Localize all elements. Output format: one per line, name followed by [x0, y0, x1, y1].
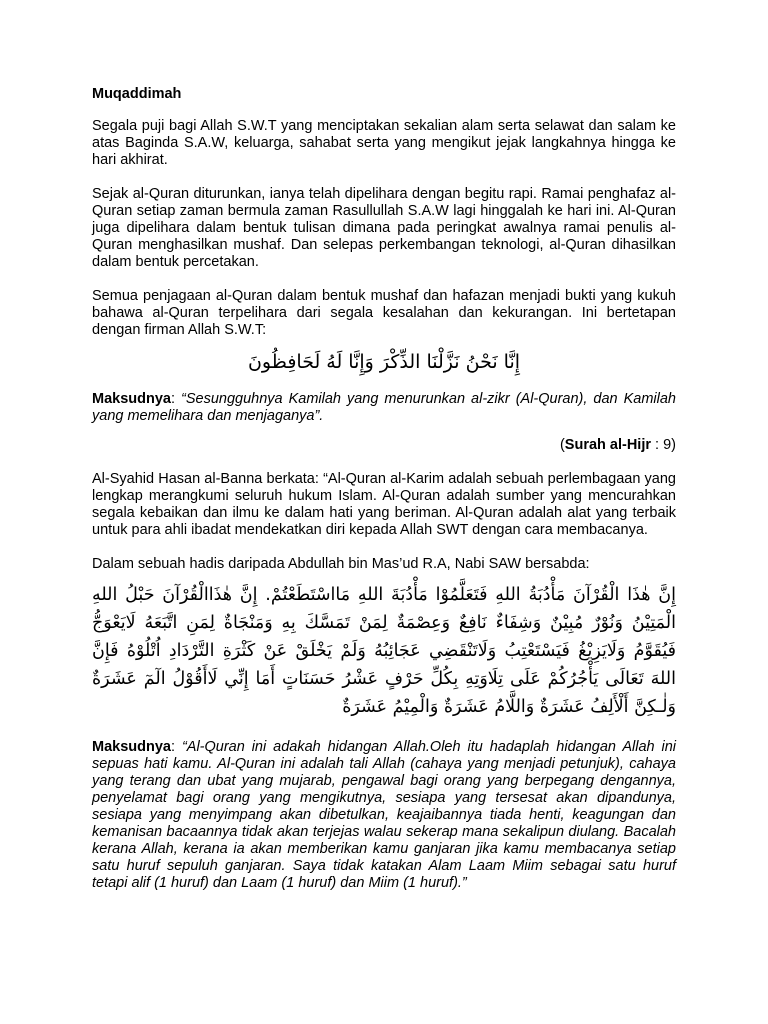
meaning-hadith — [92, 739, 676, 892]
meaning-hadith-colon: : — [170, 739, 182, 755]
meaning-label: Maksudnya — [92, 391, 171, 407]
meaning-hadith-label: Maksudnya — [92, 739, 171, 755]
reference-rest: : 9) — [651, 437, 676, 453]
meaning-text: “Sesungguhnya Kamilah yang menurunkan al-zikr (Al-Quran), dan Kamilah yang memelihara dan menjaganya”. — [92, 391, 676, 424]
paragraph-evidence: Semua penjagaan al-Quran dalam bentuk mushaf dan hafazan menjadi bukti yang kukuh bahawa al-Quran terpelihara dari segala kesalahan dan kekurangan. Ini bertetapan dengan firman Allah S.W.T: — [92, 288, 676, 338]
reference-open: ( — [559, 437, 565, 453]
surah-reference — [92, 437, 676, 453]
paragraph-hasan-al-banna: Al-Syahid Hasan al-Banna berkata: “Al-Quran al-Karim adalah sebuah perlembagaan yang lengkap merangkumi seluruh hukum Islam. Al-Quran adalah sumber yang mencurahkan segala kebaikan dan ilmu ke dalam hati yang beriman. Al-Quran adalah alat yang terbaik untuk para ahli ibadat mendekatkan diri kepada Allah SWT dengan cara membacanya. — [92, 471, 676, 538]
quran-verse: إِنَّا نَحْنُ نَزَّلْنَا الذِّكْرَ وَإِنَّا لَهُ لَحَافِظُونَ — [247, 351, 521, 373]
meaning-colon: : — [170, 391, 182, 407]
hadith-text: إِنَّ هٰذَا الْقُرْآنَ مَأْدُبَةُ اللهِ فَتَعَلَّمُوْا مَأْدُبَةَ اللهِ مَااسْتَطَعْتُمْ. إِنَّ هٰذَاالْقُرْآنَ حَبْلُ اللهِ الْمَتِيْنُ وَنُوْرٌ مُبِيْنٌ وَشِفَاءٌ نَافِعٌ وَعِصْمَةٌ لِمَنْ تَمَسَّكَ بِهِ وَمَنْجَاةٌ لِمَنِ اتَّبَعَهُ لَايَعْوَجُّ فَيُقَوَّمُ وَلَايَزِيْغُ فَيَسْتَعْتِبُ وَلَاتَنْقَضِي عَجَائِبُهُ وَلَمْ يَخْلَقْ عَنْ كَثْرَةِ التَّرْدَادِ اُتْلُوْهُ فَإِنَّ اللهَ تَعَالَى يَأْجُرُكُمْ عَلَى تِلَاوَتِهِ بِكُلِّ حَرْفٍ عَشْرُ حَسَنَاتٍ أَمَا إِنِّي لَاأَقُوْلُ الٓمٓ عَشَرَةٌ وَلٰـكِنَّ أَلْأَلِفُ عَشَرَةٌ وَاللَّامُ عَشَرَةٌ وَالْمِيْمُ عَشَرَةٌ — [92, 585, 676, 717]
paragraph-preservation: Sejak al-Quran diturunkan, ianya telah dipelihara dengan begitu rapi. Ramai penghafaz al-Quran setiap zaman bermula zaman Rasullullah S.A.W lagi hinggalah ke hari ini. Al-Quran juga dipelihara dalam bentuk tulisan dimana pada peringkat awalnya ramai penulis al-Quran menghasilkan mushaf. Dan selepas perkembangan teknologi, al-Quran dihasilkan dalam bentuk percetakan. — [92, 186, 676, 270]
paragraph-intro: Segala puji bagi Allah S.W.T yang menciptakan sekalian alam serta selawat dan salam ke atas Baginda S.A.W, keluarga, sahabat serta yang mengikut jejak langkahnya hingga ke hari akhirat. — [92, 118, 676, 168]
meaning-verse — [92, 391, 676, 425]
reference-surah: Surah al-Hijr — [564, 437, 652, 453]
paragraph-hadith-intro: Dalam sebuah hadis daripada Abdullah bin Mas’ud R.A, Nabi SAW bersabda: — [92, 556, 590, 572]
meaning-hadith-text: “Al-Quran ini adakah hidangan Allah.Oleh itu hadaplah hidangan Allah ini sepuas hati kamu. Al-Quran ini adalah tali Allah (cahaya yang menjadi petunjuk), cahaya yang terang dan ubat yang mujarab, pengawal bagi orang yang berpegang dengannya, penyelamat bagi orang yang mengikutnya, sesiapa yang tersesat akan dipandunya, sesiapa yang menyimpang akan dibetulkan, keajaibannya tiada henti, keagungan dan kemanisan bacaannya tidak akan terjejas walau sekerap mana sekalipun diulang. Bacalah kerana Allah, kerana ia akan memberikan kamu ganjaran jika kamu membacanya setiap satu huruf sepuluh ganjaran. Saya tidak katakan Alam Laam Miim sebagai satu huruf tetapi alif (1 huruf) dan Laam (1 huruf) dan Miim (1 huruf).” — [92, 739, 676, 891]
page-heading: Muqaddimah — [92, 86, 182, 102]
